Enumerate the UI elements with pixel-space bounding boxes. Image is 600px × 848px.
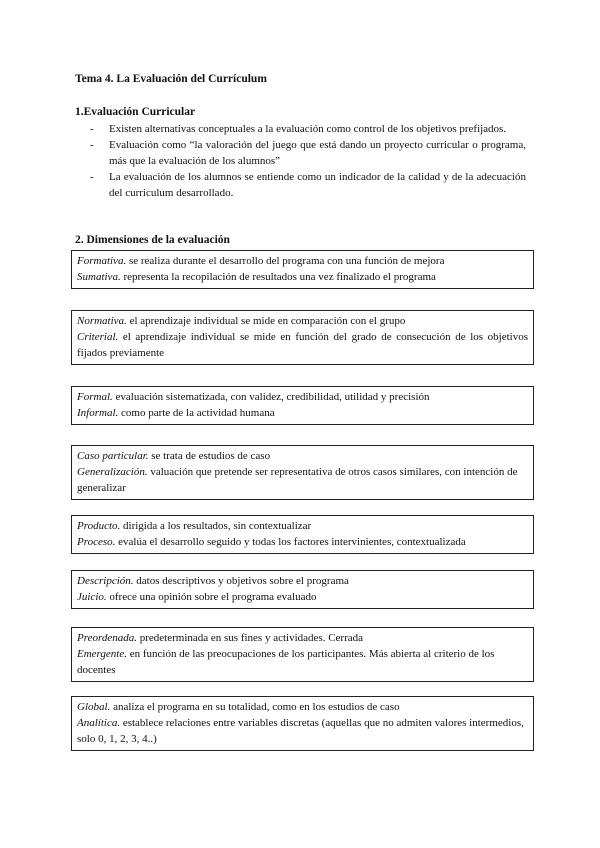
section-1-heading: 1.Evaluación Curricular	[75, 106, 196, 118]
dimension-line	[77, 646, 528, 678]
dimension-definition: valuación que pretende ser representativa de otros casos similares, con intención de generalizar	[77, 466, 518, 494]
dimension-definition: evalúa el desarrollo seguido y todas los factores intervinientes, contextualizada	[115, 536, 466, 548]
bullet-marker: -	[90, 139, 94, 151]
dimension-term: Descripción.	[77, 575, 134, 587]
dimension-box-descripcion-juicio	[71, 570, 534, 609]
bullet-text: La evaluación de los alumnos se entiende como un indicador de la calidad y de la adecuación del curriculum desarrollado.	[109, 171, 526, 199]
dimension-box-producto-proceso	[71, 515, 534, 554]
dimension-line	[77, 699, 528, 715]
section-2-heading: 2. Dimensiones de la evaluación	[75, 234, 230, 246]
dimension-term: Preordenada.	[77, 632, 137, 644]
document-title: Tema 4. La Evaluación del Currículum	[75, 73, 267, 85]
dimension-term: Emergente.	[77, 648, 127, 660]
dimension-line	[77, 715, 528, 747]
dimension-box-formal-informal	[71, 386, 534, 425]
dimension-definition: se realiza durante el desarrollo del programa con una función de mejora	[126, 255, 445, 267]
dimension-line	[77, 518, 528, 534]
dimension-term: Juicio.	[77, 591, 107, 603]
dimension-definition: establece relaciones entre variables discretas (aquellas que no admiten valores intermedios, solo 0, 1, 2, 3, 4..)	[77, 717, 524, 745]
bullet-marker: -	[90, 123, 94, 135]
dimension-line	[77, 573, 528, 589]
dimension-definition: como parte de la actividad humana	[118, 407, 275, 419]
bullet-text: Existen alternativas conceptuales a la evaluación como control de los objetivos prefijados.	[109, 123, 507, 135]
section-1-bullet-list	[75, 121, 526, 201]
dimension-definition: representa la recopilación de resultados una vez finalizado el programa	[120, 271, 436, 283]
dimension-term: Informal.	[77, 407, 119, 419]
dimension-term: Proceso.	[77, 536, 116, 548]
dimension-line	[77, 389, 528, 405]
dimension-line	[77, 448, 528, 464]
dimension-line	[77, 405, 528, 421]
dimension-line	[77, 534, 528, 550]
list-item	[75, 169, 526, 201]
dimension-box-caso-generalizacion	[71, 445, 534, 500]
dimension-line	[77, 269, 528, 285]
bullet-text: Evaluación como “la valoración del juego que está dando un proyecto curricular o programa, más que la evaluación de los alumnos”	[109, 139, 526, 167]
dimension-box-preordenada-emergente	[71, 627, 534, 682]
dimension-line	[77, 253, 528, 269]
dimension-term: Normativa.	[77, 315, 127, 327]
dimension-line	[77, 329, 528, 361]
dimension-definition: el aprendizaje individual se mide en comparación con el grupo	[126, 315, 406, 327]
dimension-term: Generalización.	[77, 466, 148, 478]
dimension-definition: dirigida a los resultados, sin contextualizar	[120, 520, 312, 532]
dimension-definition: se trata de estudios de caso	[148, 450, 271, 462]
list-item	[75, 137, 526, 169]
dimension-term: Caso particular.	[77, 450, 149, 462]
dimension-definition: ofrece una opinión sobre el programa evaluado	[106, 591, 317, 603]
bullet-marker: -	[90, 171, 94, 183]
dimension-line	[77, 464, 528, 496]
dimension-line	[77, 630, 528, 646]
dimension-line	[77, 313, 528, 329]
dimension-term: Criterial.	[77, 331, 119, 343]
dimension-definition: el aprendizaje individual se mide en función del grado de consecución de los objetivos fijados previamente	[77, 331, 528, 359]
dimension-definition: evaluación sistematizada, con validez, credibilidad, utilidad y precisión	[112, 391, 430, 403]
dimension-term: Global.	[77, 701, 111, 713]
dimension-term: Sumativa.	[77, 271, 121, 283]
dimension-term: Formal.	[77, 391, 113, 403]
dimension-definition: en función de las preocupaciones de los participantes. Más abierta al criterio de los docentes	[77, 648, 495, 676]
dimension-term: Formativa.	[77, 255, 127, 267]
dimension-definition: datos descriptivos y objetivos sobre el programa	[133, 575, 349, 587]
dimension-term: Analítica.	[77, 717, 121, 729]
dimension-box-normativa-criterial	[71, 310, 534, 365]
dimension-box-formativa-sumativa	[71, 250, 534, 289]
dimension-line	[77, 589, 528, 605]
dimension-term: Producto.	[77, 520, 121, 532]
dimension-box-global-analitica	[71, 696, 534, 751]
dimension-definition: predeterminada en sus fines y actividades. Cerrada	[136, 632, 364, 644]
list-item	[75, 121, 526, 137]
dimension-definition: analiza el programa en su totalidad, como en los estudios de caso	[110, 701, 400, 713]
